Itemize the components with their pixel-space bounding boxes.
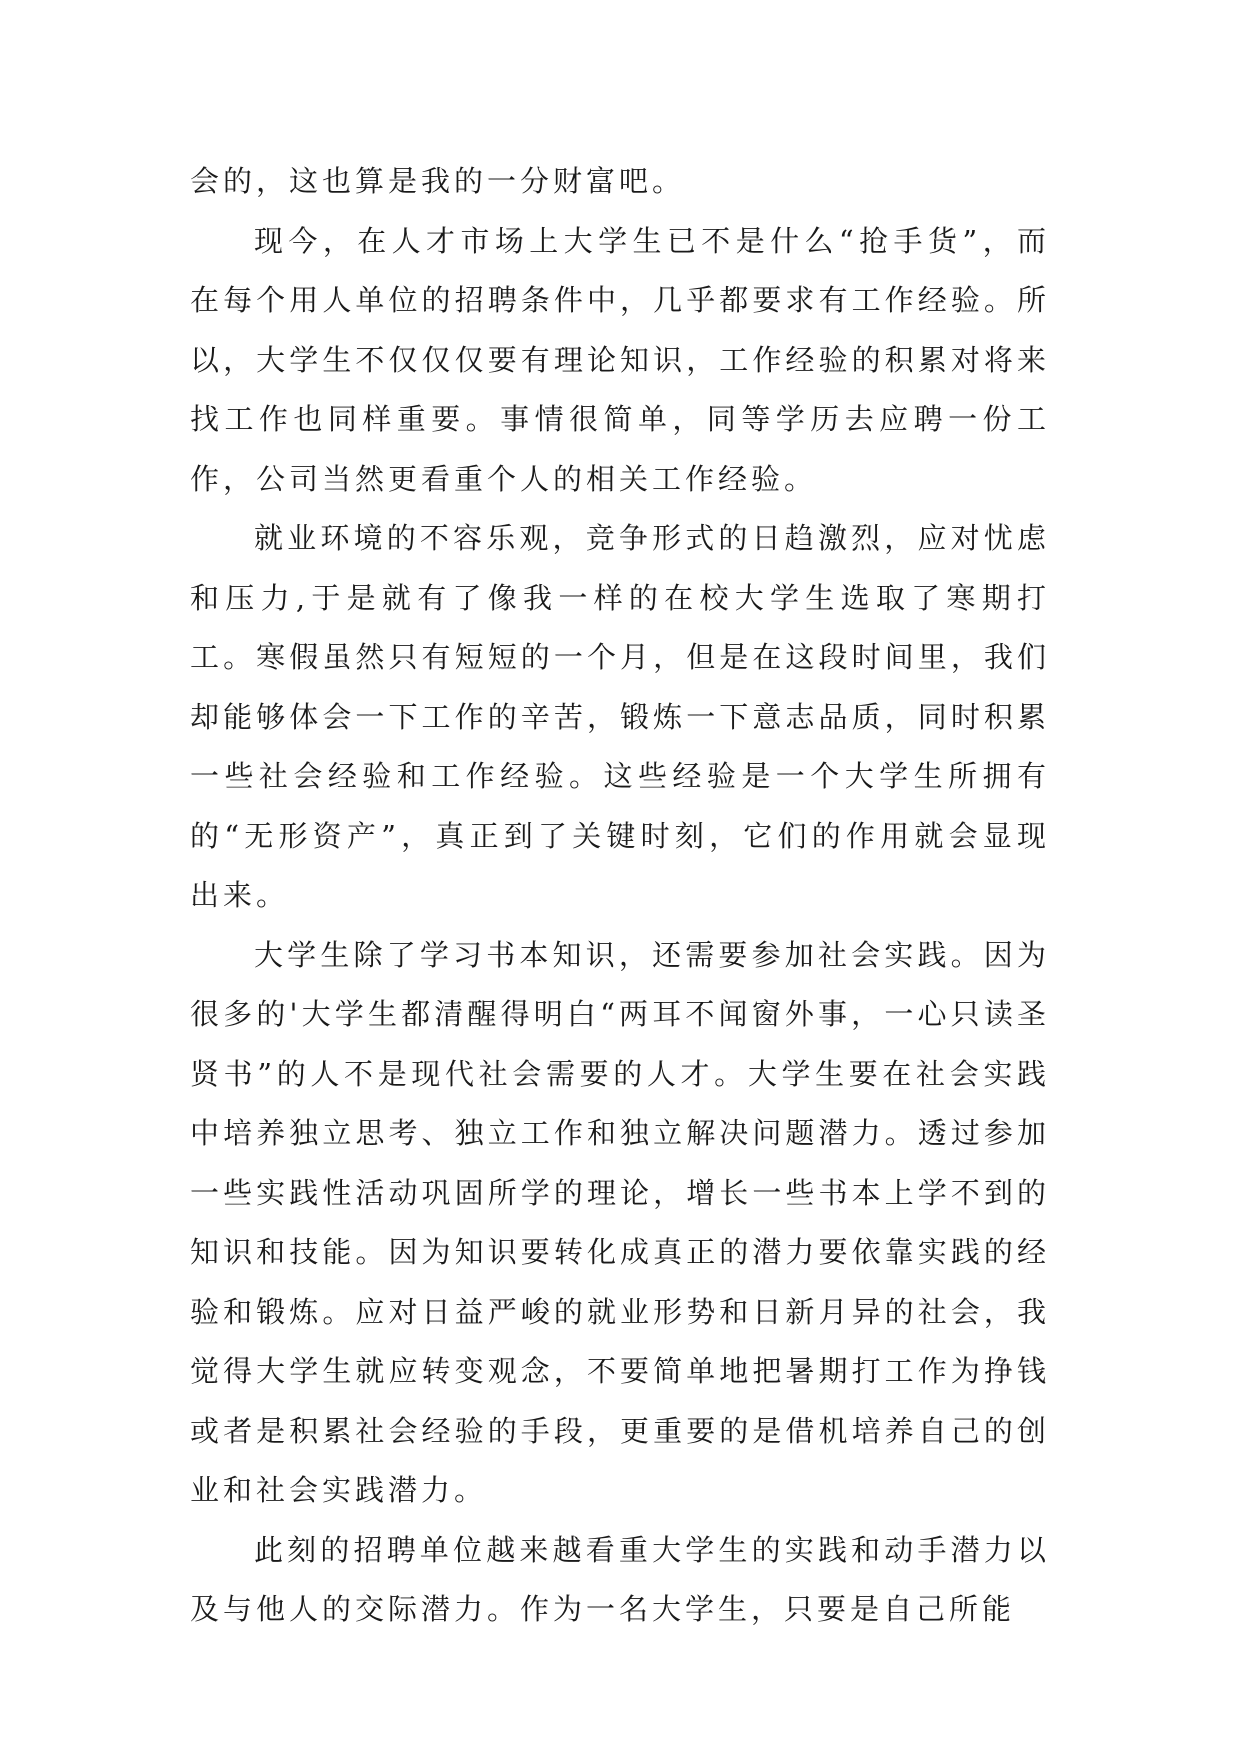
- document-body: [190, 152, 1050, 1640]
- paragraph-4: 大学生除了学习书本知识，还需要参加社会实践。因为很多的'大学生都清醒得明白“两耳不闻窗外事，一心只读圣贤书”的人不是现代社会需要的人才。大学生要在社会实践中培养独立思考、独立工作和独立解决问题潜力。透过参加一些实践性活动巩固所学的理论，增长一些书本上学不到的知识和技能。因为知识要转化成真正的潜力要依靠实践的经验和锻炼。应对日益严峻的就业形势和日新月异的社会，我觉得大学生就应转变观念，不要简单地把暑期打工作为挣钱或者是积累社会经验的手段，更重要的是借机培养自己的创业和社会实践潜力。: [190, 937, 1050, 1507]
- paragraph-1: 会的，这也算是我的一分财富吧。: [190, 164, 686, 198]
- paragraph-3: 就业环境的不容乐观，竞争形式的日趋激烈，应对忧虑和压力,于是就有了像我一样的在校大学生选取了寒期打工。寒假虽然只有短短的一个月，但是在这段时间里，我们却能够体会一下工作的辛苦，锻炼一下意志品质，同时积累一些社会经验和工作经验。这些经验是一个大学生所拥有的“无形资产”，真正到了关键时刻，它们的作用就会显现出来。: [190, 521, 1050, 912]
- paragraph-2: 现今，在人才市场上大学生已不是什么“抢手货”，而在每个用人单位的招聘条件中，几乎都要求有工作经验。所以，大学生不仅仅仅要有理论知识，工作经验的积累对将来找工作也同样重要。事情很简单，同等学历去应聘一份工作，公司当然更看重个人的相关工作经验。: [190, 223, 1050, 496]
- paragraph-5: 此刻的招聘单位越来越看重大学生的实践和动手潜力以及与他人的交际潜力。作为一名大学生，只要是自己所能: [190, 1532, 1050, 1626]
